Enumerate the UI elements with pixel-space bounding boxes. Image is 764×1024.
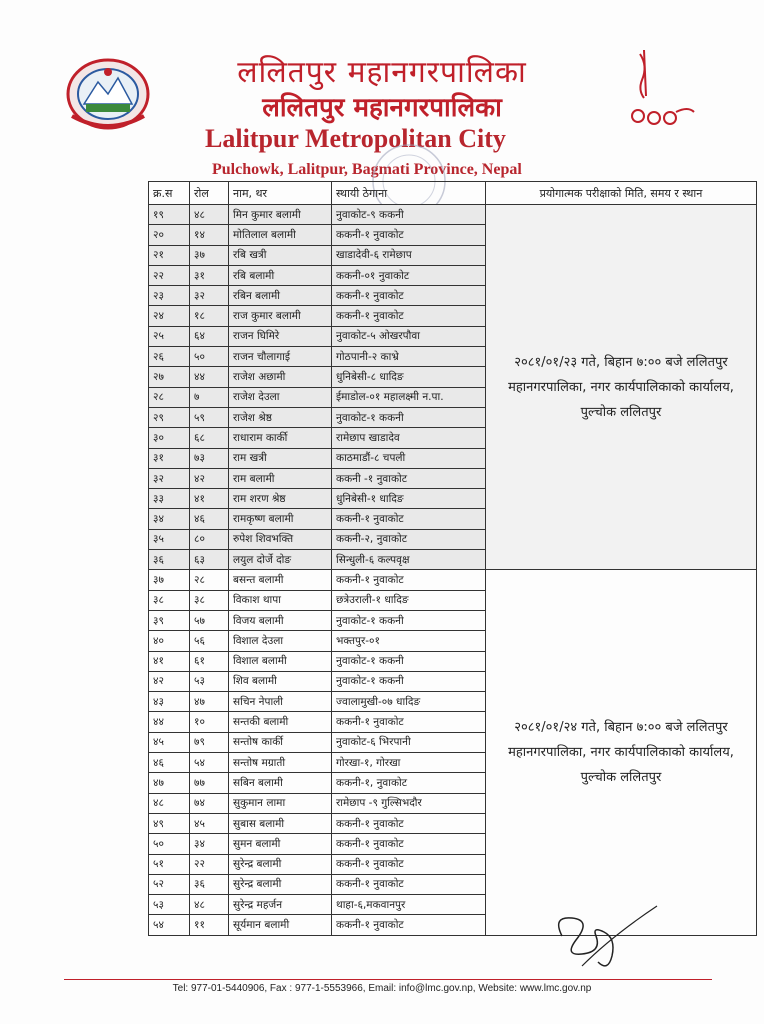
cell-name: सुमन बलामी	[229, 834, 332, 854]
cell-address: नुवाकोट-६ भिरपानी	[332, 732, 486, 752]
cell-roll: ११	[190, 915, 229, 935]
cell-serial: ५०	[149, 834, 190, 854]
cell-name: मोतिलाल बलामी	[229, 225, 332, 245]
cell-roll: ४८	[190, 895, 229, 915]
cell-roll: ४५	[190, 813, 229, 833]
cell-serial: ४६	[149, 753, 190, 773]
signature	[542, 896, 662, 976]
cell-roll: २२	[190, 854, 229, 874]
cell-address: काठमाडौं-८ चपली	[332, 448, 486, 468]
cell-serial: २०	[149, 225, 190, 245]
cell-address: ककनी-१ नुवाकोट	[332, 915, 486, 935]
cell-address: रामेछाप खाडादेव	[332, 428, 486, 448]
table-header-row	[149, 182, 757, 205]
cell-address: ककनी-०१ नुवाकोट	[332, 265, 486, 285]
cell-roll: ५६	[190, 631, 229, 651]
header-address: स्थायी ठेगाना	[332, 182, 486, 205]
cell-address: नुवाकोट-१ ककनी	[332, 651, 486, 671]
cell-address: ज्वालामुखी-०७ धादिङ	[332, 692, 486, 712]
cell-name: राज कुमार बलामी	[229, 306, 332, 326]
cell-name: रबि बलामी	[229, 265, 332, 285]
cell-roll: ३८	[190, 590, 229, 610]
cell-roll: ४८	[190, 205, 229, 225]
cell-address: नुवाकोट-१ ककनी	[332, 610, 486, 630]
address: Pulchowk, Lalitpur, Bagmati Province, Nepal	[212, 161, 522, 178]
cell-name: राजेश देउला	[229, 387, 332, 407]
cell-roll: ७	[190, 387, 229, 407]
cell-roll: ३१	[190, 265, 229, 285]
cell-name: सूर्यमान बलामी	[229, 915, 332, 935]
cell-address: भक्तपुर-०१	[332, 631, 486, 651]
table-body	[149, 205, 757, 936]
cell-name: सन्तोष कार्की	[229, 732, 332, 752]
title-english: Lalitpur Metropolitan City	[205, 124, 506, 153]
cell-address: नुवाकोट-९ ककनी	[332, 205, 486, 225]
cell-address: सिन्धुली-६ कल्पवृक्ष	[332, 550, 486, 570]
cell-serial: ३९	[149, 610, 190, 630]
cell-name: रबि खत्री	[229, 245, 332, 265]
cell-name: राधाराम कार्की	[229, 428, 332, 448]
cell-roll: १४	[190, 225, 229, 245]
cell-serial: २६	[149, 347, 190, 367]
cell-address: थाहा-६,मकवानपुर	[332, 895, 486, 915]
cell-serial: ४४	[149, 712, 190, 732]
cell-serial: २९	[149, 407, 190, 427]
footer-divider	[64, 979, 712, 980]
table-row	[149, 205, 757, 225]
cell-serial: ४३	[149, 692, 190, 712]
cell-serial: ४१	[149, 651, 190, 671]
cell-name: राजन घिमिरे	[229, 326, 332, 346]
schedule-group-1: २०८१/०१/२३ गते, बिहान ७:०० बजे ललितपुर महानगरपालिका, नगर कार्यपालिकाको कार्यालय, पुल्चोक ललितपुर	[486, 205, 757, 570]
cell-roll: ४४	[190, 367, 229, 387]
cell-serial: २१	[149, 245, 190, 265]
cell-address: छत्रेउराली-१ धादिङ	[332, 590, 486, 610]
cell-name: सुरेन्द्र बलामी	[229, 854, 332, 874]
cell-serial: ५३	[149, 895, 190, 915]
cell-address: गोरखा-१, गोरखा	[332, 753, 486, 773]
header-roll: रोल	[190, 182, 229, 205]
table-row	[149, 570, 757, 590]
cell-roll: १०	[190, 712, 229, 732]
cell-serial: ४२	[149, 671, 190, 691]
cell-roll: ८०	[190, 529, 229, 549]
cell-address: धुनिबेसी-१ धादिङ	[332, 489, 486, 509]
cell-serial: ३०	[149, 428, 190, 448]
cell-serial: २५	[149, 326, 190, 346]
cell-serial: ४७	[149, 773, 190, 793]
cell-name: विशाल देउला	[229, 631, 332, 651]
cell-roll: ६८	[190, 428, 229, 448]
cell-name: राजन चौलागाई	[229, 347, 332, 367]
cell-serial: २८	[149, 387, 190, 407]
cell-roll: ६१	[190, 651, 229, 671]
cell-roll: ३७	[190, 245, 229, 265]
header-schedule: प्रयोगात्मक परीक्षाको मिति, समय र स्थान	[486, 182, 757, 205]
cell-roll: ३२	[190, 286, 229, 306]
cell-address: नुवाकोट-१ ककनी	[332, 407, 486, 427]
cell-name: सचिन नेपाली	[229, 692, 332, 712]
cell-roll: २८	[190, 570, 229, 590]
cell-name: मिन कुमार बलामी	[229, 205, 332, 225]
cell-serial: २७	[149, 367, 190, 387]
title-nepali-script: ललितपुर महानगरपालिका	[262, 93, 502, 123]
cell-serial: ४०	[149, 631, 190, 651]
cell-name: सन्तकी बलामी	[229, 712, 332, 732]
cell-serial: ३८	[149, 590, 190, 610]
cell-roll: ५०	[190, 347, 229, 367]
cell-serial: ३५	[149, 529, 190, 549]
cell-name: राम बलामी	[229, 468, 332, 488]
cell-serial: ५४	[149, 915, 190, 935]
schedule-group-2: २०८१/०१/२४ गते, बिहान ७:०० बजे ललितपुर महानगरपालिका, नगर कार्यपालिकाको कार्यालय, पुल्चोक ललितपुर	[486, 570, 757, 935]
cell-serial: ३२	[149, 468, 190, 488]
cell-name: सुबास बलामी	[229, 813, 332, 833]
cell-address: नुवाकोट-१ ककनी	[332, 671, 486, 691]
cell-serial: २२	[149, 265, 190, 285]
cell-name: राजेश श्रेष्ठ	[229, 407, 332, 427]
cell-address: ककनी-१ नुवाकोट	[332, 874, 486, 894]
cell-roll: ५३	[190, 671, 229, 691]
cell-serial: ५२	[149, 874, 190, 894]
cell-name: लयुल दोर्जे दोङ	[229, 550, 332, 570]
cell-address: ककनी-१ नुवाकोट	[332, 286, 486, 306]
cell-serial: ३६	[149, 550, 190, 570]
cell-name: सुकुमान लामा	[229, 793, 332, 813]
cell-address: ककनी-१ नुवाकोट	[332, 225, 486, 245]
cell-roll: ३६	[190, 874, 229, 894]
cell-name: रामकृष्ण बलामी	[229, 509, 332, 529]
cell-roll: ५७	[190, 610, 229, 630]
cell-address: ककनी-१, नुवाकोट	[332, 773, 486, 793]
cell-serial: ३४	[149, 509, 190, 529]
cell-address: नुवाकोट-५ ओखरपौवा	[332, 326, 486, 346]
cell-name: सुरेन्द्र महर्जन	[229, 895, 332, 915]
cell-address: धुनिबेसी-८ धादिङ	[332, 367, 486, 387]
cell-name: विशाल बलामी	[229, 651, 332, 671]
cell-roll: ३४	[190, 834, 229, 854]
cell-name: राजेश अछामी	[229, 367, 332, 387]
cell-address: खाडादेवी-६ रामेछाप	[332, 245, 486, 265]
cell-address: ईमाडोल-०१ महालक्ष्मी न.पा.	[332, 387, 486, 407]
cell-name: रबिन बलामी	[229, 286, 332, 306]
cell-address: ककनी -१ नुवाकोट	[332, 468, 486, 488]
cell-address: ककनी-१ नुवाकोट	[332, 509, 486, 529]
cell-serial: ३३	[149, 489, 190, 509]
cell-roll: ४१	[190, 489, 229, 509]
cell-roll: ५४	[190, 753, 229, 773]
cell-address: ककनी-१ नुवाकोट	[332, 570, 486, 590]
cell-name: सुरेन्द्र बलामी	[229, 874, 332, 894]
footer-contact: Tel: 977-01-5440906, Fax : 977-1-5553966, Email: info@lmc.gov.np, Website: www.lmc.gov.np	[172, 983, 592, 994]
cell-roll: १८	[190, 306, 229, 326]
candidate-table	[148, 181, 757, 936]
cell-serial: ४९	[149, 813, 190, 833]
cell-name: विजय बलामी	[229, 610, 332, 630]
cell-serial: २३	[149, 286, 190, 306]
header-serial: क्र.स	[149, 182, 190, 205]
cell-name: सन्तोष मग्राती	[229, 753, 332, 773]
cell-address: ककनी-१ नुवाकोट	[332, 813, 486, 833]
cell-serial: ३१	[149, 448, 190, 468]
cell-name: सबिन बलामी	[229, 773, 332, 793]
cell-roll: ७३	[190, 448, 229, 468]
cell-address: ककनी-१ नुवाकोट	[332, 712, 486, 732]
cell-serial: १९	[149, 205, 190, 225]
cell-address: ककनी-१ नुवाकोट	[332, 854, 486, 874]
cell-address: ककनी-१ नुवाकोट	[332, 834, 486, 854]
cell-roll: ४२	[190, 468, 229, 488]
cell-roll: ७७	[190, 773, 229, 793]
cell-name: विकाश थापा	[229, 590, 332, 610]
cell-roll: ६४	[190, 326, 229, 346]
cell-name: राम खत्री	[229, 448, 332, 468]
cell-roll: ४६	[190, 509, 229, 529]
title-nepali: ललितपुर महानगरपालिका	[237, 55, 527, 90]
cell-roll: ५९	[190, 407, 229, 427]
cell-address: गोठपानी-२ काभ्रे	[332, 347, 486, 367]
cell-address: ककनी-१ नुवाकोट	[332, 306, 486, 326]
cell-name: शिव बलामी	[229, 671, 332, 691]
cell-name: बसन्त बलामी	[229, 570, 332, 590]
cell-address: रामेछाप -९ गुल्सिभदौर	[332, 793, 486, 813]
header-name: नाम, थर	[229, 182, 332, 205]
cell-serial: २४	[149, 306, 190, 326]
cell-roll: ६३	[190, 550, 229, 570]
cell-serial: ५१	[149, 854, 190, 874]
cell-name: रुपेश शिवभक्ति	[229, 529, 332, 549]
cell-roll: ४७	[190, 692, 229, 712]
cell-address: ककनी-२, नुवाकोट	[332, 529, 486, 549]
cell-serial: ३७	[149, 570, 190, 590]
cell-name: राम शरण श्रेष्ठ	[229, 489, 332, 509]
cell-serial: ४८	[149, 793, 190, 813]
cell-roll: ७९	[190, 732, 229, 752]
cell-serial: ४५	[149, 732, 190, 752]
cell-roll: ७४	[190, 793, 229, 813]
